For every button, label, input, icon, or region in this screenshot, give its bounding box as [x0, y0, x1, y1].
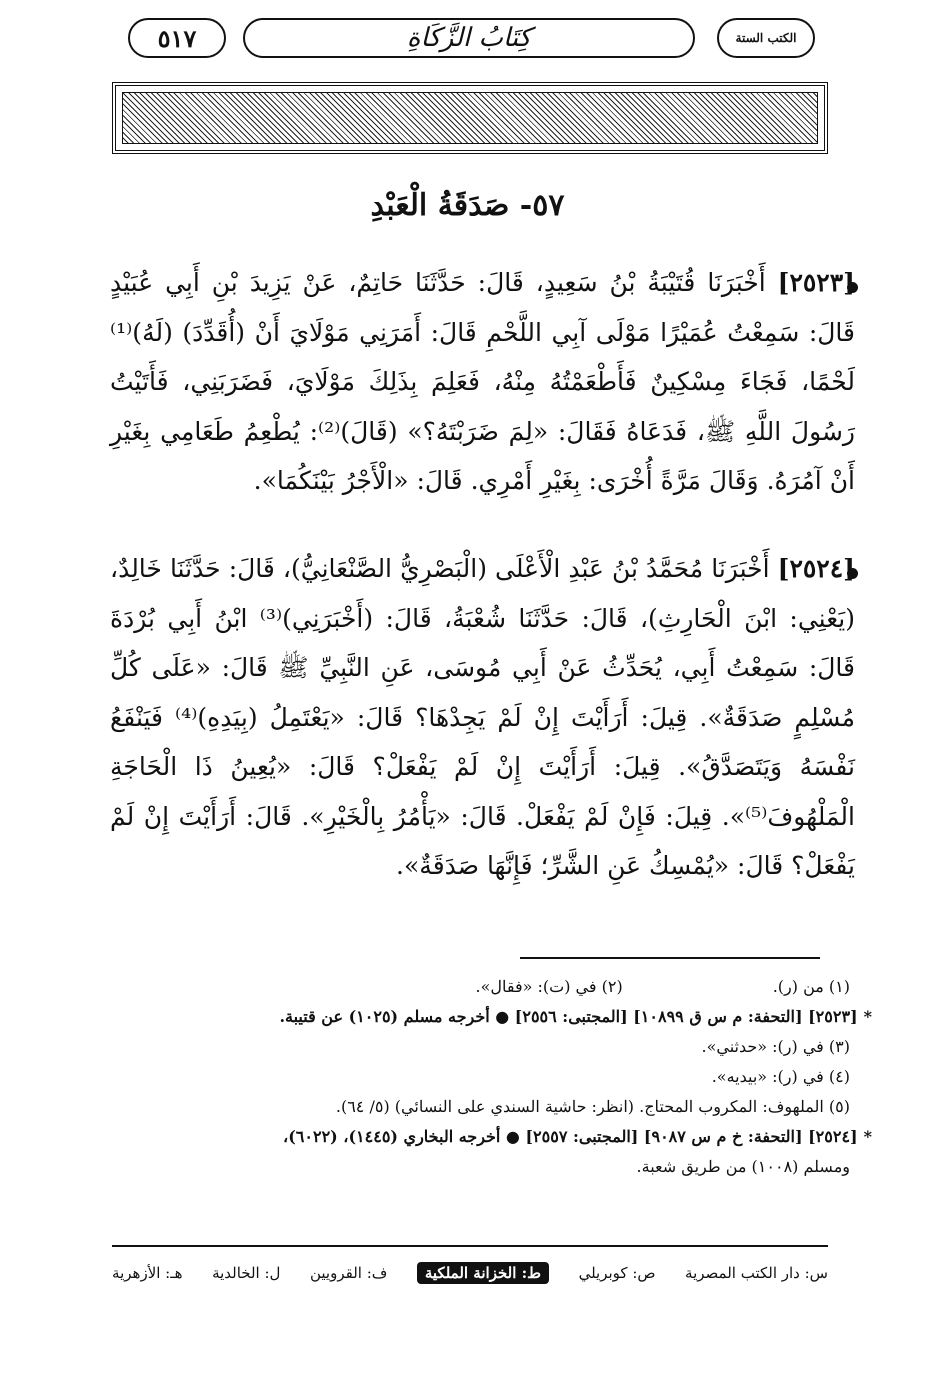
manuscript-sigla [112, 1262, 828, 1284]
hadith-text: أَخْبَرَنَا مُحَمَّدُ بْنُ عَبْدِ الْأَعْلَى (الْبَصْرِيُّ الصَّنْعَانِيُّ)، قَالَ: حَدَّثَنَا خَالِدٌ، (يَعْنِي: ابْنَ الْحَارِثِ)، قَالَ: حَدَّثَنَا شُعْبَةُ، قَالَ: (أَخْبَرَنِي)⁽³⁾ ابْنُ أَبِي بُرْدَةَ قَالَ: سَمِعْتُ أَبِي، يُحَدِّثُ عَنْ أَبِي مُوسَى، عَنِ النَّبِيِّ ﷺ قَالَ: «عَلَى كُلِّ مُسْلِمٍ صَدَقَةٌ». قِيلَ: أَرَأَيْتَ إِنْ لَمْ يَجِدْهَا؟ قَالَ: «يَعْتَمِلُ (بِيَدِهِ)⁽⁴⁾ فَيَنْفَعُ نَفْسَهُ وَيَتَصَدَّقُ». قِيلَ: أَرَأَيْتَ إِنْ لَمْ يَفْعَلْ؟ قَالَ: «يُعِينُ ذَا الْحَاجَةِ الْمَلْهُوفَ⁽⁵⁾». قِيلَ: فَإِنْ لَمْ يَفْعَلْ. قَالَ: «يَأْمُرُ بِالْخَيْرِ». قَالَ: أَرَأَيْتَ إِنْ لَمْ يَفْعَلْ؟ قَالَ: «يُمْسِكُ عَنِ الشَّرِّ؛ فَإِنَّهَا صَدَقَةٌ». [110, 554, 856, 880]
siglum-highlighted: ط: الخزانة الملكية [417, 1262, 549, 1284]
footnote-row [110, 1152, 850, 1182]
footnote-row [110, 1092, 850, 1122]
footnote-row [110, 1062, 850, 1092]
siglum: ل: الخالدية [212, 1264, 281, 1282]
hadith-text: أَخْبَرَنَا قُتَيْبَةُ بْنُ سَعِيدٍ، قَالَ: حَدَّثَنَا حَاتِمٌ، عَنْ يَزِيدَ بْنِ أَبِي عُبَيْدٍ قَالَ: سَمِعْتُ عُمَيْرًا مَوْلَى آبِي اللَّحْمِ قَالَ: أَمَرَنِي مَوْلَايَ أَنْ (أُقَدِّدَ) (لَهُ)⁽¹⁾ لَحْمًا، فَجَاءَ مِسْكِينٌ فَأَطْعَمْتُهُ مِنْهُ، فَعَلِمَ بِذَلِكَ مَوْلَايَ، فَضَرَبَنِي، فَأَتَيْتُ رَسُولَ اللَّهِ ﷺ، فَدَعَاهُ فَقَالَ: «لِمَ ضَرَبْتَهُ؟» (قَالَ)⁽²⁾: يُطْعِمُ طَعَامِي بِغَيْرِ أَنْ آمُرَهُ. وَقَالَ مَرَّةً أُخْرَى: بِغَيْرِ أَمْرِي. قَالَ: «الْأَجْرُ بَيْنَكُمَا». [110, 268, 855, 495]
section-heading: ٥٧- صَدَقَةُ الْعَبْدِ [370, 188, 565, 223]
running-title: كِتَابُ الزَّكَاةِ [243, 18, 695, 58]
siglum: ف: القرويين [309, 1264, 388, 1282]
siglum: س: دار الكتب المصرية [685, 1264, 828, 1282]
takhrij-text: [٢٥٢٣] [التحفة: م س ق ١٠٨٩٩] [المجتبى: ٢٥٥٦] ● أخرجه مسلم (١٠٢٥) عن قتيبة. [279, 1007, 858, 1026]
footnotes [110, 972, 872, 1182]
footnote-2: (٢) في (ت): «فقال». [475, 977, 623, 996]
publisher-logo: الكتب الستة [717, 18, 815, 58]
footnote-divider [520, 957, 820, 959]
takhrij-continuation: ومسلم (١٠٠٨) من طريق شعبة. [636, 1157, 850, 1176]
footnote-row [110, 1032, 850, 1062]
hadith-number: [٢٥٢٤] [777, 554, 855, 583]
footnote-3: (٣) في (ر): «حدثني». [701, 1037, 850, 1056]
takhrij-2523 [110, 1002, 872, 1032]
footnote-row [110, 972, 850, 1002]
footnote-4: (٤) في (ر): «بيديه». [711, 1067, 850, 1086]
hadith-2523 [110, 258, 855, 506]
takhrij-2524 [110, 1122, 872, 1152]
header-ornament [122, 92, 818, 144]
footnote-1: (١) من (ر). [772, 977, 850, 996]
siglum: ص: كوبريلي [578, 1264, 656, 1282]
page-number: ٥١٧ [128, 18, 226, 58]
star-icon: * [863, 1007, 872, 1026]
footnote-5: (٥) الملهوف: المكروب المحتاج. (انظر: حاشية السندي على النسائي) (٥/ ٦٤). [335, 1097, 850, 1116]
star-icon: * [863, 1127, 872, 1146]
footer-divider [112, 1245, 828, 1247]
hadith-number: [٢٥٢٣] [777, 268, 856, 297]
page-header-frame [112, 82, 828, 154]
hadith-2524 [110, 544, 855, 891]
siglum: هـ: الأزهرية [112, 1264, 183, 1282]
takhrij-text: [٢٥٢٤] [التحفة: خ م س ٩٠٨٧] [المجتبى: ٢٥٥٧] ● أخرجه البخاري (١٤٤٥)، (٦٠٢٢)، [283, 1127, 858, 1146]
